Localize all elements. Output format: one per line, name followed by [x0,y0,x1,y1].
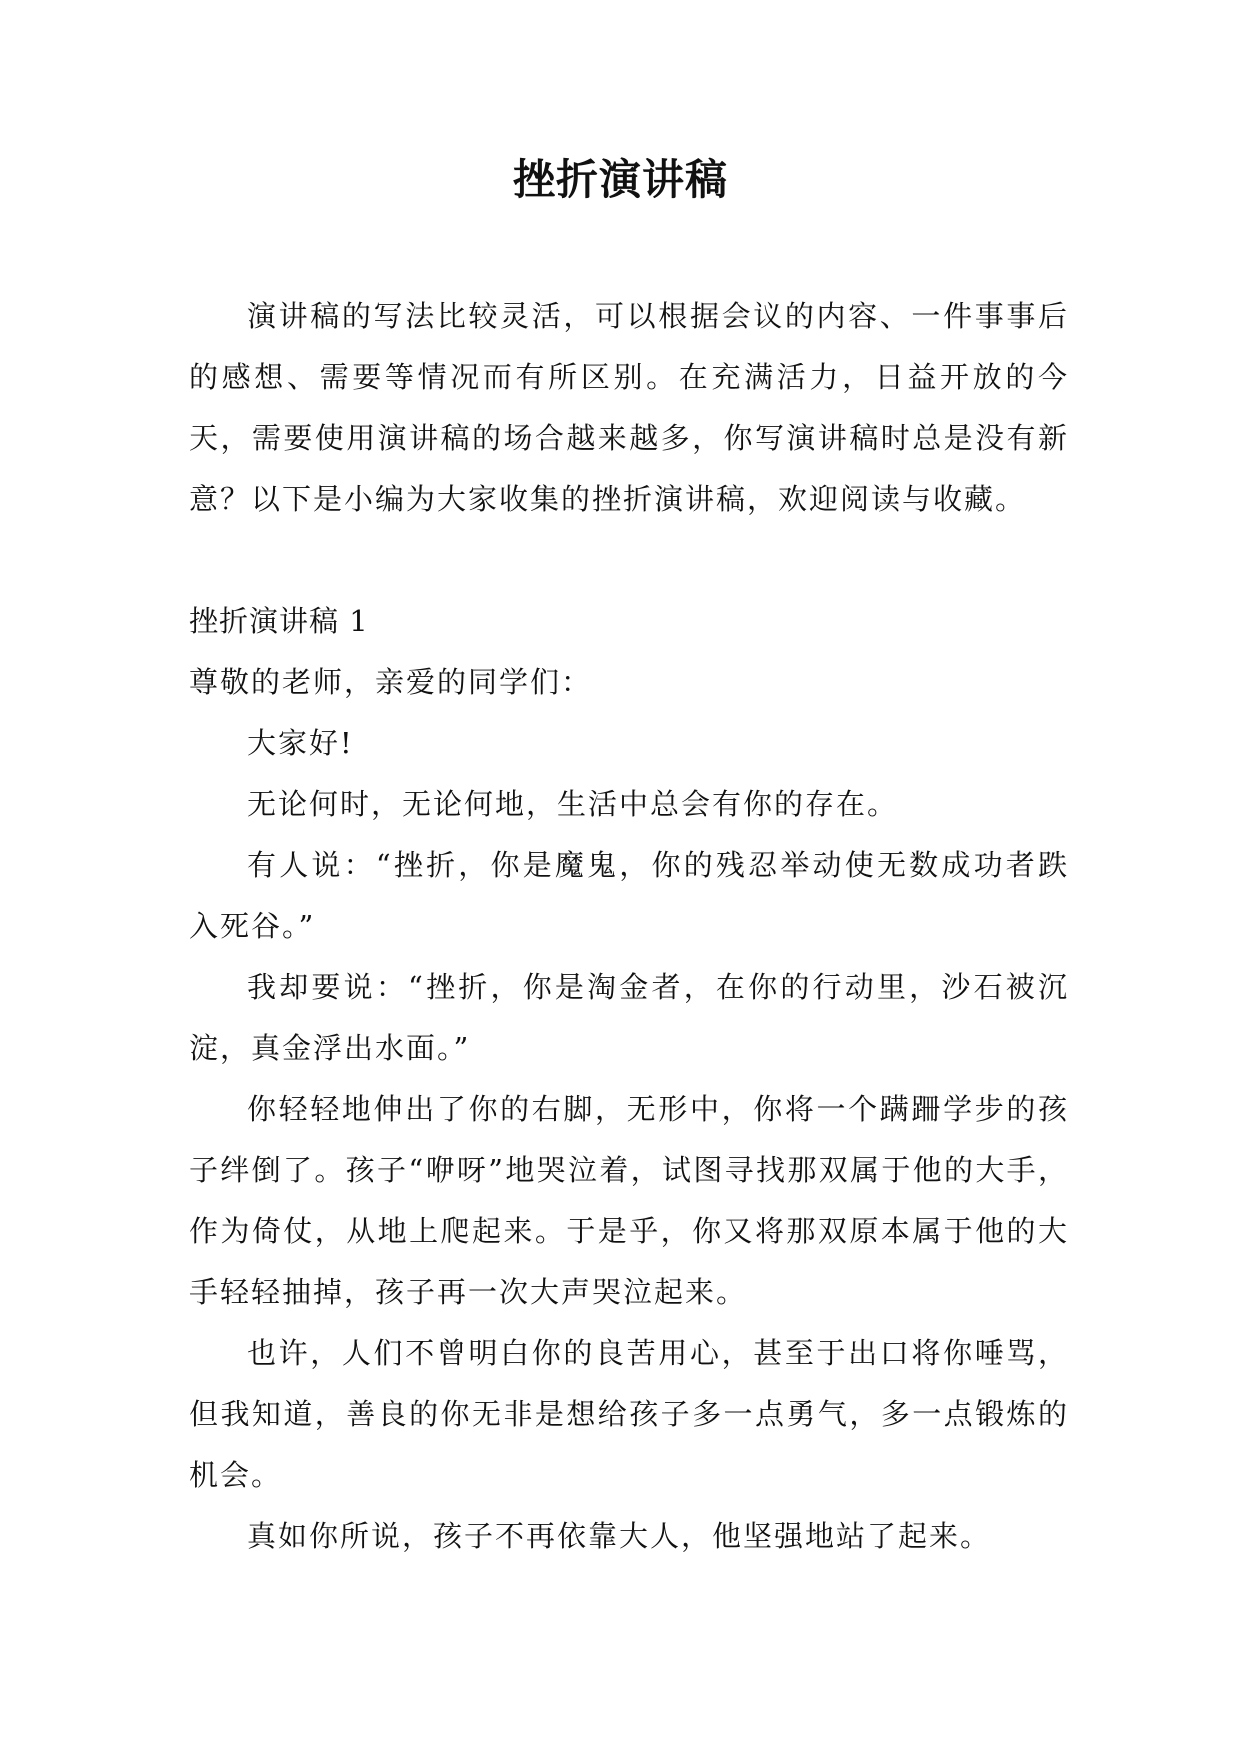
body-paragraph: 大家好! [247,726,354,760]
salutation: 尊敬的老师，亲爱的同学们： [189,665,593,699]
body-paragraph: 你轻轻地伸出了你的右脚，无形中，你将一个蹒跚学步的孩子绊倒了。孩子“咿呀”地哭泣着，试图寻找那双属于他的大手，作为倚仗，从地上爬起来。于是乎，你又将那双原本属于他的大手轻轻抽掉，孩子再一次大声哭泣起来。 [189,1092,1069,1309]
paragraph-spacer [189,530,1069,591]
section-heading: 挫折演讲稿 1 [189,604,369,638]
document-title: 挫折演讲稿 [512,155,728,204]
body-paragraph: 我却要说：“挫折，你是淘金者，在你的行动里，沙石被沉淀，真金浮出水面。” [189,970,1069,1065]
body-paragraph: 有人说：“挫折，你是魔鬼，你的残忍举动使无数成功者跌入死谷。” [189,848,1069,943]
body-paragraph: 也许，人们不曾明白你的良苦用心，甚至于出口将你唾骂，但我知道，善良的你无非是想给孩子多一点勇气，多一点锻炼的机会。 [189,1336,1069,1492]
body-paragraph: 无论何时，无论何地，生活中总会有你的存在。 [247,787,899,821]
body-paragraph: 真如你所说，孩子不再依靠大人，他坚强地站了起来。 [247,1519,992,1553]
intro-paragraph: 演讲稿的写法比较灵活，可以根据会议的内容、一件事事后的感想、需要等情况而有所区别。在充满活力，日益开放的今天，需要使用演讲稿的场合越来越多，你写演讲稿时总是没有新意？以下是小编为大家收集的挫折演讲稿，欢迎阅读与收藏。 [189,299,1069,516]
document-body [189,286,1069,1567]
